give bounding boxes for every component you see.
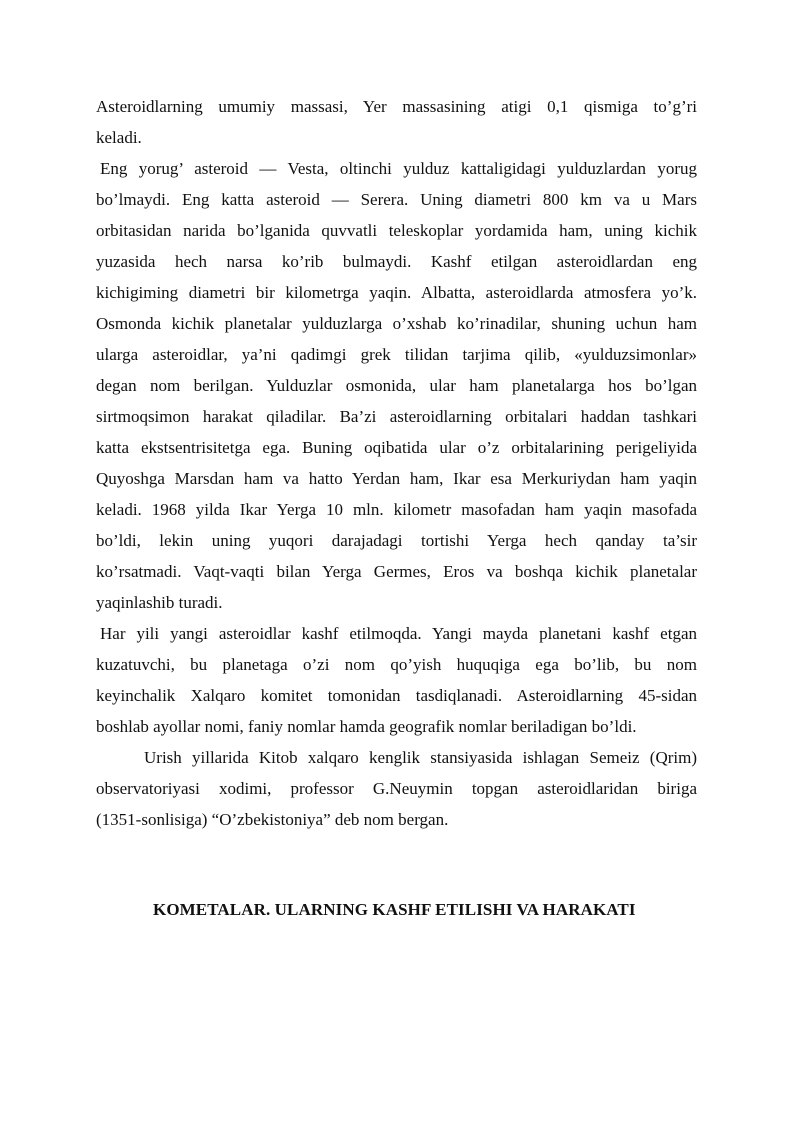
text-line: Har yili yangi asteroidlar kashf etilmoqda. Yangi mayda planetani kashf etgan (100, 624, 697, 643)
text-line: ko’rsatmadi. Vaqt-vaqti bilan Yerga Germes, Eros va boshqa kichik planetalar (96, 562, 697, 581)
text-line: bo’ldi, lekin uning yuqori darajadagi tortishi Yerga hech qanday ta’sir (96, 531, 697, 550)
text-line: kichigiming diametri bir kilometrga yaqin. Albatta, asteroidlarda atmosfera yo’k. (96, 283, 697, 302)
text-line: kuzatuvchi, bu planetaga o’zi nom qo’yish huquqiga ega bo’lib, bu nom (96, 655, 697, 674)
text-line: Quyoshga Marsdan ham va hatto Yerdan ham, Ikar esa Merkuriydan ham yaqin (96, 469, 697, 488)
text-line: degan nom berilgan. Yulduzlar osmonida, ular ham planetalarga hos bo’lgan (96, 376, 697, 395)
text-line: observatoriyasi xodimi, professor G.Neuymin topgan asteroidlaridan biriga (96, 779, 697, 798)
text-line: sirtmoqsimon harakat qiladilar. Ba’zi asteroidlarning orbitalari haddan tashkari (96, 407, 697, 426)
text-line: keladi. 1968 yilda Ikar Yerga 10 mln. kilometr masofadan ham yaqin masofada (96, 500, 697, 519)
text-line: katta ekstsentrisitetga ega. Buning oqibatida ular o’z orbitalarining perigeliyida (96, 438, 697, 457)
text-line: ularga asteroidlar, ya’ni qadimgi grek tilidan tarjima qilib, «yulduzsimonlar» (96, 345, 697, 364)
text-line: yuzasida hech narsa ko’rib bulmaydi. Kashf etilgan asteroidlardan eng (96, 252, 697, 271)
text-line: keladi. (96, 128, 142, 147)
text-line: bo’lmaydi. Eng katta asteroid — Serera. Uning diametri 800 km va u Mars (96, 190, 697, 209)
text-line: yaqinlashib turadi. (96, 593, 223, 612)
text-line: Osmonda kichik planetalar yulduzlarga o’xshab ko’rinadilar, shuning uchun ham (96, 314, 697, 333)
section-heading: KOMETALAR. ULARNING KASHF ETILISHI VA HARAKATI (153, 900, 636, 919)
text-line: (1351-sonlisiga) “O’zbekistoniya” deb nom bergan. (96, 810, 449, 829)
body-text (96, 91, 697, 835)
text-line: Asteroidlarning umumiy massasi, Yer massasining atigi 0,1 qismiga to’g’ri (96, 97, 697, 116)
text-line: keyinchalik Xalqaro komitet tomonidan tasdiqlanadi. Asteroidlarning 45-sidan (96, 686, 697, 705)
text-line: orbitasidan narida bo’lganida quvvatli teleskoplar yordamida ham, uning kichik (96, 221, 697, 240)
text-line: Eng yorug’ asteroid — Vesta, oltinchi yulduz kattaligidagi yulduzlardan yorug (100, 159, 697, 178)
text-line: Urish yillarida Kitob xalqaro kenglik stansiyasida ishlagan Semeiz (Qrim) (144, 748, 697, 767)
text-line: boshlab ayollar nomi, faniy nomlar hamda geografik nomlar beriladigan bo’ldi. (96, 717, 637, 736)
